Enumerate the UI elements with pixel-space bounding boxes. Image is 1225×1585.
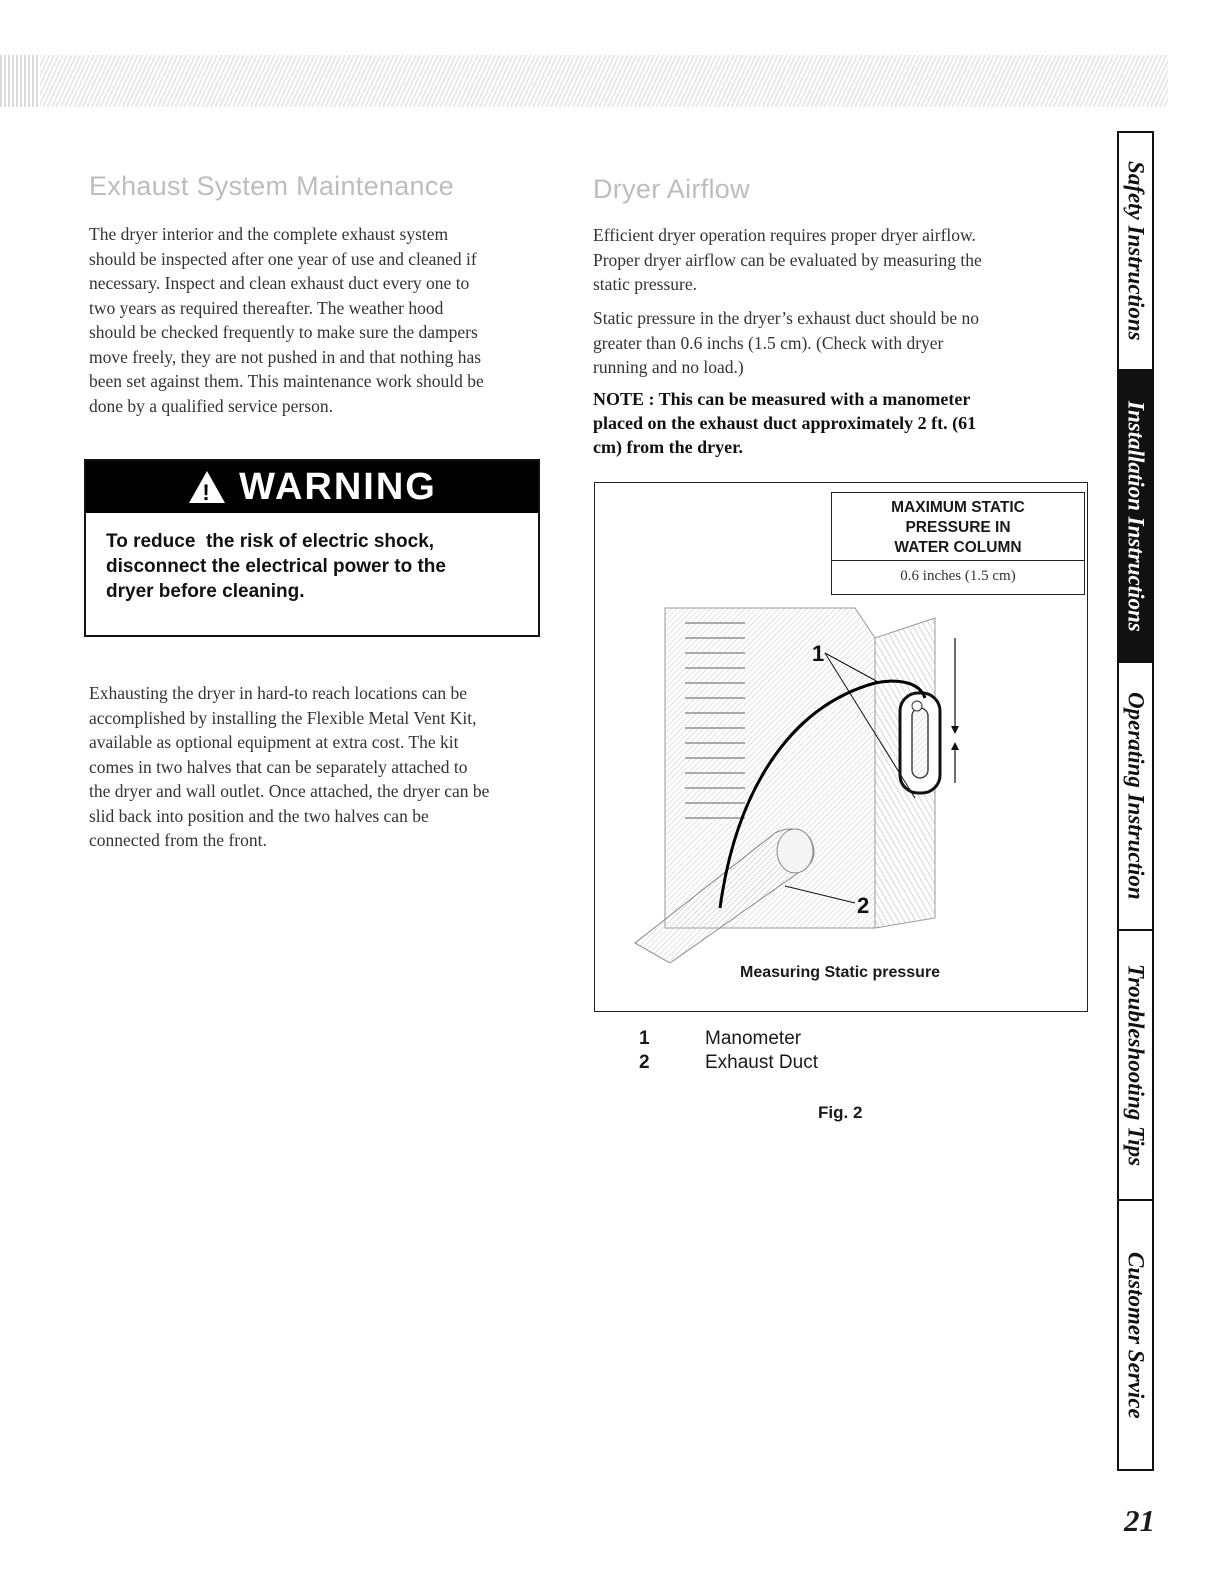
legend-item: [639, 1052, 818, 1074]
text-line: available as optional equipment at extra cost. The kit: [89, 732, 459, 752]
warning-triangle-icon: [187, 469, 227, 505]
exhaust-maintenance-heading: Exhaust System Maintenance: [89, 171, 454, 201]
static-pressure-paragraph: [593, 306, 979, 380]
figure-box: [594, 482, 1088, 1073]
figure-caption: Measuring Static pressure: [740, 964, 941, 981]
text-line: NOTE : This can be measured with a manometer: [593, 389, 971, 409]
text-line: comes in two halves that can be separately attached to: [89, 756, 468, 777]
legend-number: 2: [639, 1052, 650, 1073]
header-decorative-band: [0, 55, 1168, 107]
warning-box: [84, 459, 540, 637]
legend-label: Exhaust Duct: [705, 1052, 818, 1073]
duct-opening: [777, 829, 813, 873]
callout-1: 1: [812, 641, 825, 666]
table-title: MAXIMUM STATIC PRESSURE IN WATER COLUMN: [832, 493, 1084, 561]
text-line: the dryer and wall outlet. Once attached, the dryer can be: [89, 781, 490, 801]
tab-label: Troubleshooting Tips: [1123, 963, 1149, 1167]
tab-customer-service[interactable]: [1119, 1199, 1152, 1471]
warning-symbol: !: [202, 480, 212, 505]
airflow-paragraph: [593, 223, 982, 297]
text-line: cm) from the dryer.: [593, 437, 743, 457]
tab-troubleshooting-tips[interactable]: [1119, 929, 1152, 1199]
text-line: necessary. Inspect and clean exhaust duct every one to: [89, 273, 470, 293]
text-line: greater than 0.6 inchs (1.5 cm). (Check with dryer: [593, 332, 944, 353]
section-tabs: [1117, 131, 1154, 1471]
figure-label: Fig. 2: [818, 1103, 863, 1122]
callout-2: 2: [857, 893, 870, 918]
text-line: move freely, they are not pushed in and that nothing has: [89, 346, 482, 367]
text-line: running and no load.): [593, 357, 744, 377]
tab-installation-instructions[interactable]: [1119, 369, 1152, 661]
tab-operating-instruction[interactable]: [1119, 661, 1152, 929]
legend-item: [639, 1028, 801, 1050]
tab-label: Operating Instruction: [1123, 692, 1149, 900]
dryer-airflow-heading: Dryer Airflow: [593, 174, 750, 204]
tab-label: Safety Instructions: [1123, 161, 1149, 341]
exhaust-maintenance-paragraph: [89, 222, 484, 418]
max-static-pressure-table: [831, 492, 1085, 595]
text-line: To reduce the risk of electric shock,: [106, 531, 435, 552]
tab-label: Installation Instructions: [1123, 400, 1149, 632]
static-pressure-illustration: [625, 598, 1065, 963]
vent-kit-paragraph: [89, 681, 489, 853]
text-line: The dryer interior and the complete exhaust system: [89, 224, 449, 244]
text-line: should be checked frequently to make sure the dampers: [89, 322, 478, 342]
legend-number: 1: [639, 1028, 650, 1049]
text-line: dryer before cleaning.: [106, 581, 305, 602]
text-line: Exhausting the dryer in hard-to reach locations can be: [89, 683, 468, 703]
text-line: done by a qualified service person.: [89, 395, 333, 416]
text-line: Proper dryer airflow can be evaluated by measuring the: [593, 249, 982, 270]
text-line: Efficient dryer operation requires proper dryer airflow.: [593, 225, 976, 245]
warning-title: WARNING: [239, 465, 437, 508]
table-value: 0.6 inches (1.5 cm): [900, 568, 1016, 584]
text-line: disconnect the electrical power to the: [106, 556, 446, 577]
text-line: static pressure.: [593, 274, 697, 294]
tab-label: Customer Service: [1123, 1251, 1149, 1419]
text-line: two years as required thereafter. The weather hood: [89, 297, 444, 318]
text-line: connected from the front.: [89, 830, 267, 850]
text-line: should be inspected after one year of use and cleaned if: [89, 248, 477, 269]
text-line: Static pressure in the dryer’s exhaust duct should be no: [593, 308, 980, 328]
tab-safety-instructions[interactable]: [1119, 131, 1152, 369]
legend-label: Manometer: [705, 1028, 802, 1049]
warning-text: [106, 529, 524, 604]
page-number: 21: [1124, 1503, 1155, 1538]
text-line: accomplished by installing the Flexible Metal Vent Kit,: [89, 707, 477, 728]
manometer-note: [593, 387, 976, 459]
warning-header: [86, 461, 538, 513]
header-band-stripe: [0, 55, 40, 107]
text-line: been set against them. This maintenance work should be: [89, 371, 484, 391]
text-line: slid back into position and the two halves can be: [89, 805, 429, 826]
text-line: placed on the exhaust duct approximately 2 ft. (61: [593, 413, 977, 433]
